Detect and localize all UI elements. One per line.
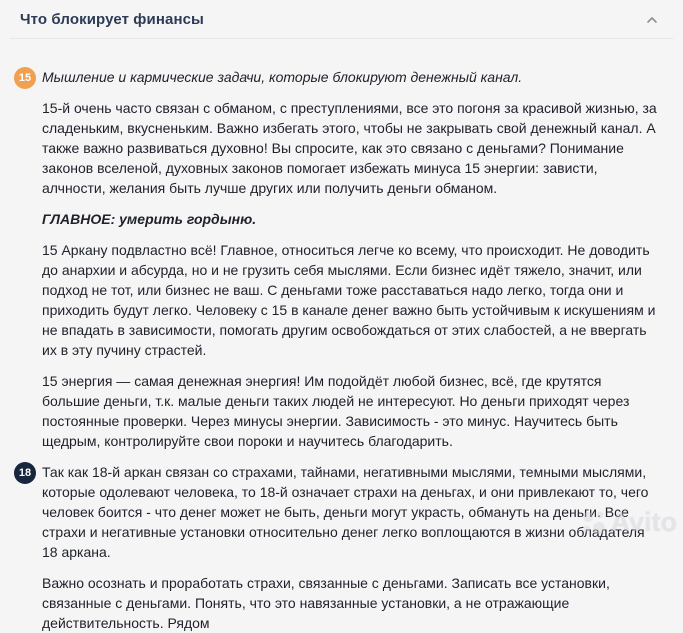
watermark-label: Avito — [610, 507, 677, 537]
arcana-15-badge: 15 — [14, 67, 36, 89]
section-arcana-18 — [14, 462, 661, 633]
section-arcana-15 — [14, 67, 661, 451]
accordion-title: Что блокирует финансы — [20, 11, 204, 28]
paragraph: 15 энергия — самая денежная энергия! Им подойдёт любой бизнес, всё, где крутятся большие деньги, т.к. малые деньги таких людей не интересуют. Но деньги приходят через постоянные проверки. Через минусы энергии. Зависимость - это минус. Научитесь быть щедрым, контролируйте свои пороки и научитесь благодарить. — [42, 373, 630, 449]
paragraph: 15 Аркану подвластно всё! Главное, относиться легче ко всему, что происходит. Не доводить до анархии и абсурда, но и не грузить себя мыслями. Если бизнес идёт тяжело, значит, или подход не тот, или бизнес не ваш. С деньгами тоже расставаться надо легко, тогда они и приходить будут легко. Человеку с 15 в канале денег важно быть устойчивым к искушениям и не впадать в зависимости, помогать другим освобождаться от этих слабостей, а не ввергать их в эту пучину страстей. — [42, 242, 656, 358]
paragraph: Так как 18-й аркан связан со страхами, тайнами, негативными мыслями, темными мыслями, которые одолевают человека, то 18-й означает страхи на деньгах, и они привлекают то, чего человек боится - что денег может не быть, деньги могут украсть, обмануть на деньги. Все страхи и негативные установки относительно денег легко воплощаются в жизни обладателя 18 аркана. — [42, 464, 649, 560]
paragraph: Важно осознать и проработать страхи, связанные с деньгами. Записать все установки, связанные с деньгами. Понять, что это навязанные установки, а не отражающие действительность. Рядом — [42, 575, 610, 631]
paragraph: 15-й очень часто связан с обманом, с преступлениями, все это погоня за красивой жизнью, за сладеньким, вкусненьким. Важно избегать этого, чтобы не закрывать свой денежный канал. А также важно развиваться духовно! Вы спросите, как это связано с деньгами? Понимание законов вселеной, духовных законов помогает избежать минуса 15 энергии: зависти, алчности, желания быть лучше других или получить деньги обманом. — [42, 100, 657, 196]
accordion-header[interactable] — [0, 0, 683, 38]
chevron-up-icon[interactable] — [645, 13, 659, 27]
arcana-18-badge: 18 — [14, 462, 36, 484]
emphasis-paragraph: ГЛАВНОЕ: умерить гордыню. — [42, 211, 257, 227]
section-lead: Мышление и кармические задачи, которые блокируют денежный канал. — [42, 69, 523, 85]
description-content — [0, 39, 683, 633]
